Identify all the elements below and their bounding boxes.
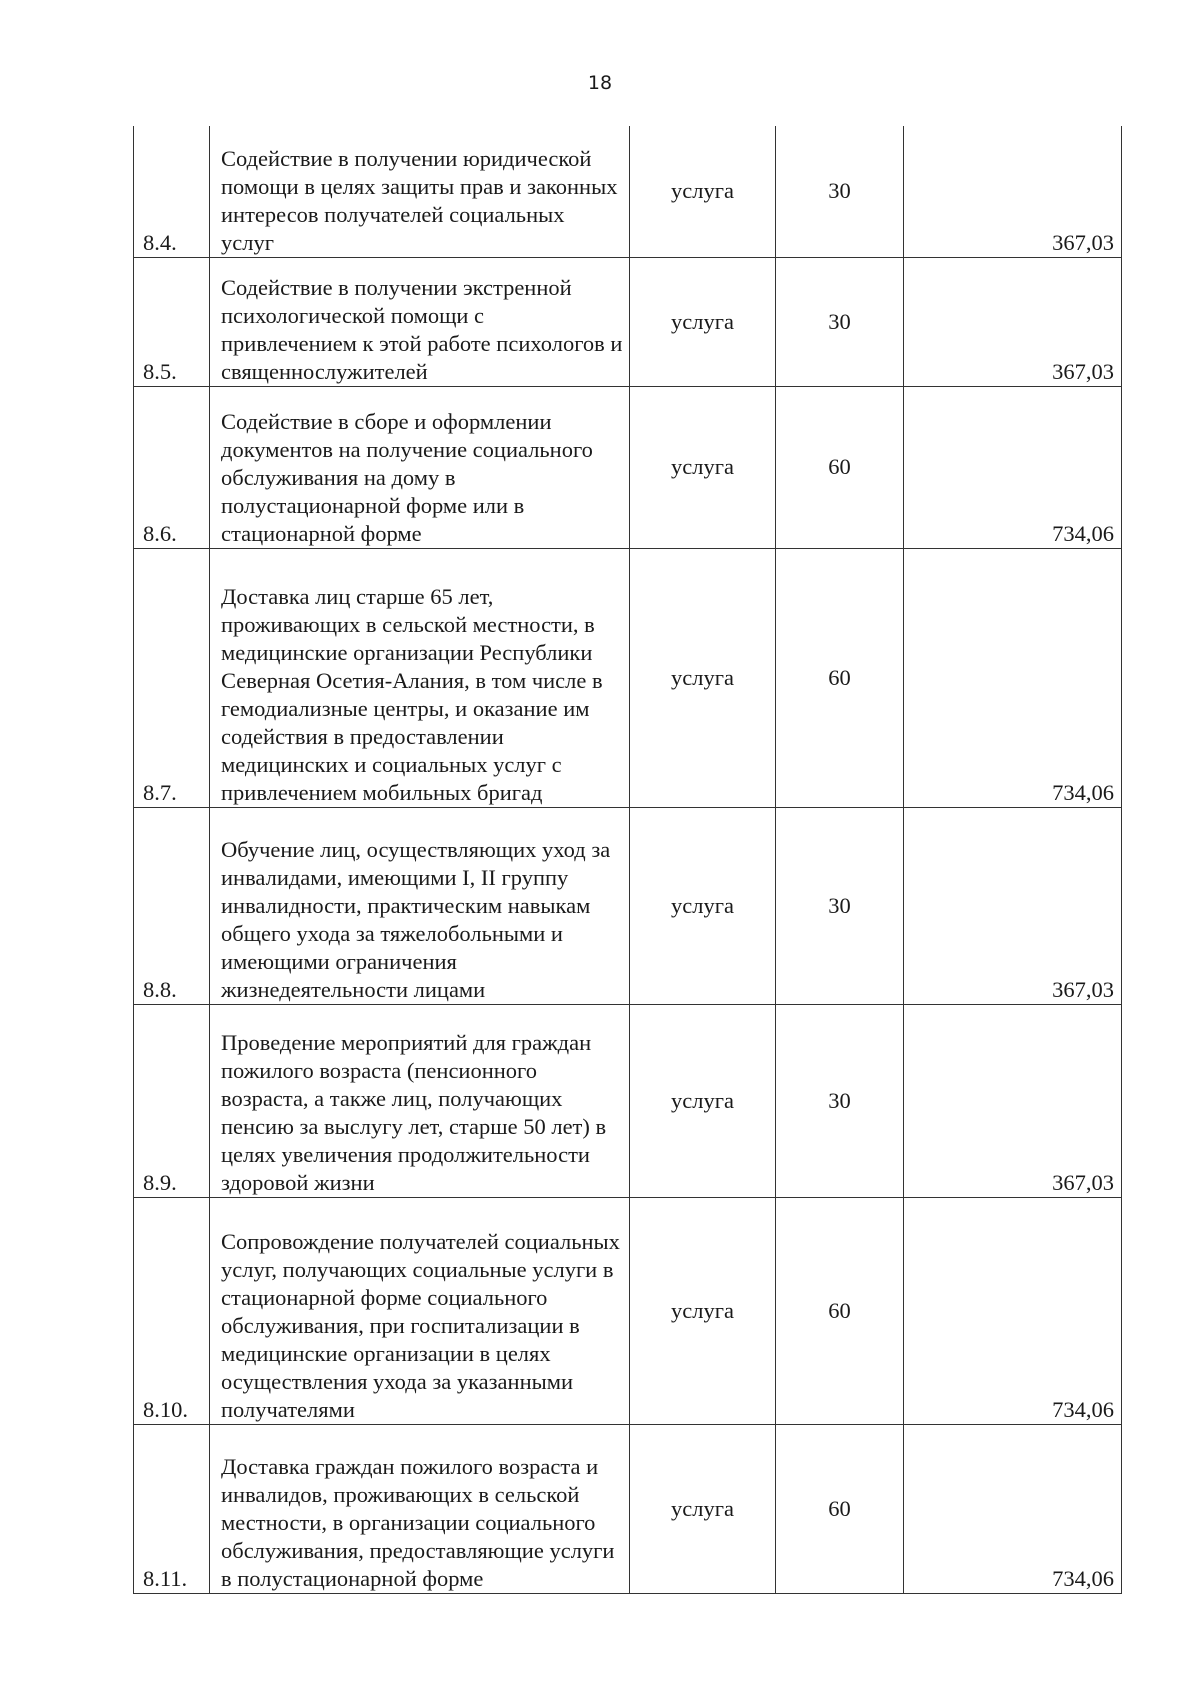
service-description: Содействие в сборе и оформлении документов на получение социального обслуживания на дому в полустационарной форме или в стационарной форме — [210, 386, 630, 548]
service-price: 734,06 — [904, 386, 1122, 548]
unit-of-measure: услуга — [630, 126, 776, 257]
row-number: 8.7. — [134, 548, 210, 807]
unit-of-measure: услуга — [630, 1424, 776, 1593]
table-row — [134, 1004, 1122, 1197]
service-price: 367,03 — [904, 126, 1122, 257]
unit-of-measure: услуга — [630, 1197, 776, 1424]
unit-of-measure: услуга — [630, 548, 776, 807]
table-row — [134, 126, 1122, 257]
service-quantity: 60 — [776, 386, 904, 548]
service-price: 367,03 — [904, 807, 1122, 1004]
unit-of-measure: услуга — [630, 1004, 776, 1197]
services-table — [133, 126, 1122, 1594]
table-row — [134, 807, 1122, 1004]
service-description: Доставка граждан пожилого возраста и инвалидов, проживающих в сельской местности, в организации социального обслуживания, предоставляющие услуги в полустационарной форме — [210, 1424, 630, 1593]
service-description: Содействие в получении юридической помощи в целях защиты прав и законных интересов получателей социальных услуг — [210, 126, 630, 257]
row-number: 8.5. — [134, 257, 210, 386]
service-description: Проведение мероприятий для граждан пожилого возраста (пенсионного возраста, а также лиц, получающих пенсию за выслугу лет, старше 50 лет) в целях увеличения продолжительности здоровой жизни — [210, 1004, 630, 1197]
service-quantity: 60 — [776, 548, 904, 807]
service-quantity: 60 — [776, 1197, 904, 1424]
service-price: 367,03 — [904, 257, 1122, 386]
unit-of-measure: услуга — [630, 807, 776, 1004]
service-quantity: 30 — [776, 807, 904, 1004]
service-quantity: 60 — [776, 1424, 904, 1593]
table-row — [134, 386, 1122, 548]
unit-of-measure: услуга — [630, 257, 776, 386]
service-price: 734,06 — [904, 1424, 1122, 1593]
row-number: 8.10. — [134, 1197, 210, 1424]
page-number: 18 — [587, 72, 613, 94]
row-number: 8.9. — [134, 1004, 210, 1197]
row-number: 8.4. — [134, 126, 210, 257]
table-row — [134, 1424, 1122, 1593]
service-description: Обучение лиц, осуществляющих уход за инвалидами, имеющими I, II группу инвалидности, практическим навыкам общего ухода за тяжелобольными и имеющими ограничения жизнедеятельности лицами — [210, 807, 630, 1004]
service-quantity: 30 — [776, 257, 904, 386]
service-price: 734,06 — [904, 548, 1122, 807]
table-row — [134, 257, 1122, 386]
service-description: Содействие в получении экстренной психологической помощи с привлечением к этой работе психологов и священнослужителей — [210, 257, 630, 386]
service-description: Доставка лиц старше 65 лет, проживающих в сельской местности, в медицинские организации Республики Северная Осетия-Алания, в том числе в гемодиализные центры, и оказание им содействия в предоставлении медицинских и социальных услуг с привлечением мобильных бригад — [210, 548, 630, 807]
table-row — [134, 548, 1122, 807]
service-price: 734,06 — [904, 1197, 1122, 1424]
service-description: Сопровождение получателей социальных услуг, получающих социальные услуги в стационарной форме социального обслуживания, при госпитализации в медицинские организации в целях осуществления ухода за указанными получателями — [210, 1197, 630, 1424]
service-price: 367,03 — [904, 1004, 1122, 1197]
service-quantity: 30 — [776, 1004, 904, 1197]
unit-of-measure: услуга — [630, 386, 776, 548]
row-number: 8.8. — [134, 807, 210, 1004]
row-number: 8.11. — [134, 1424, 210, 1593]
row-number: 8.6. — [134, 386, 210, 548]
table-row — [134, 1197, 1122, 1424]
service-quantity: 30 — [776, 126, 904, 257]
